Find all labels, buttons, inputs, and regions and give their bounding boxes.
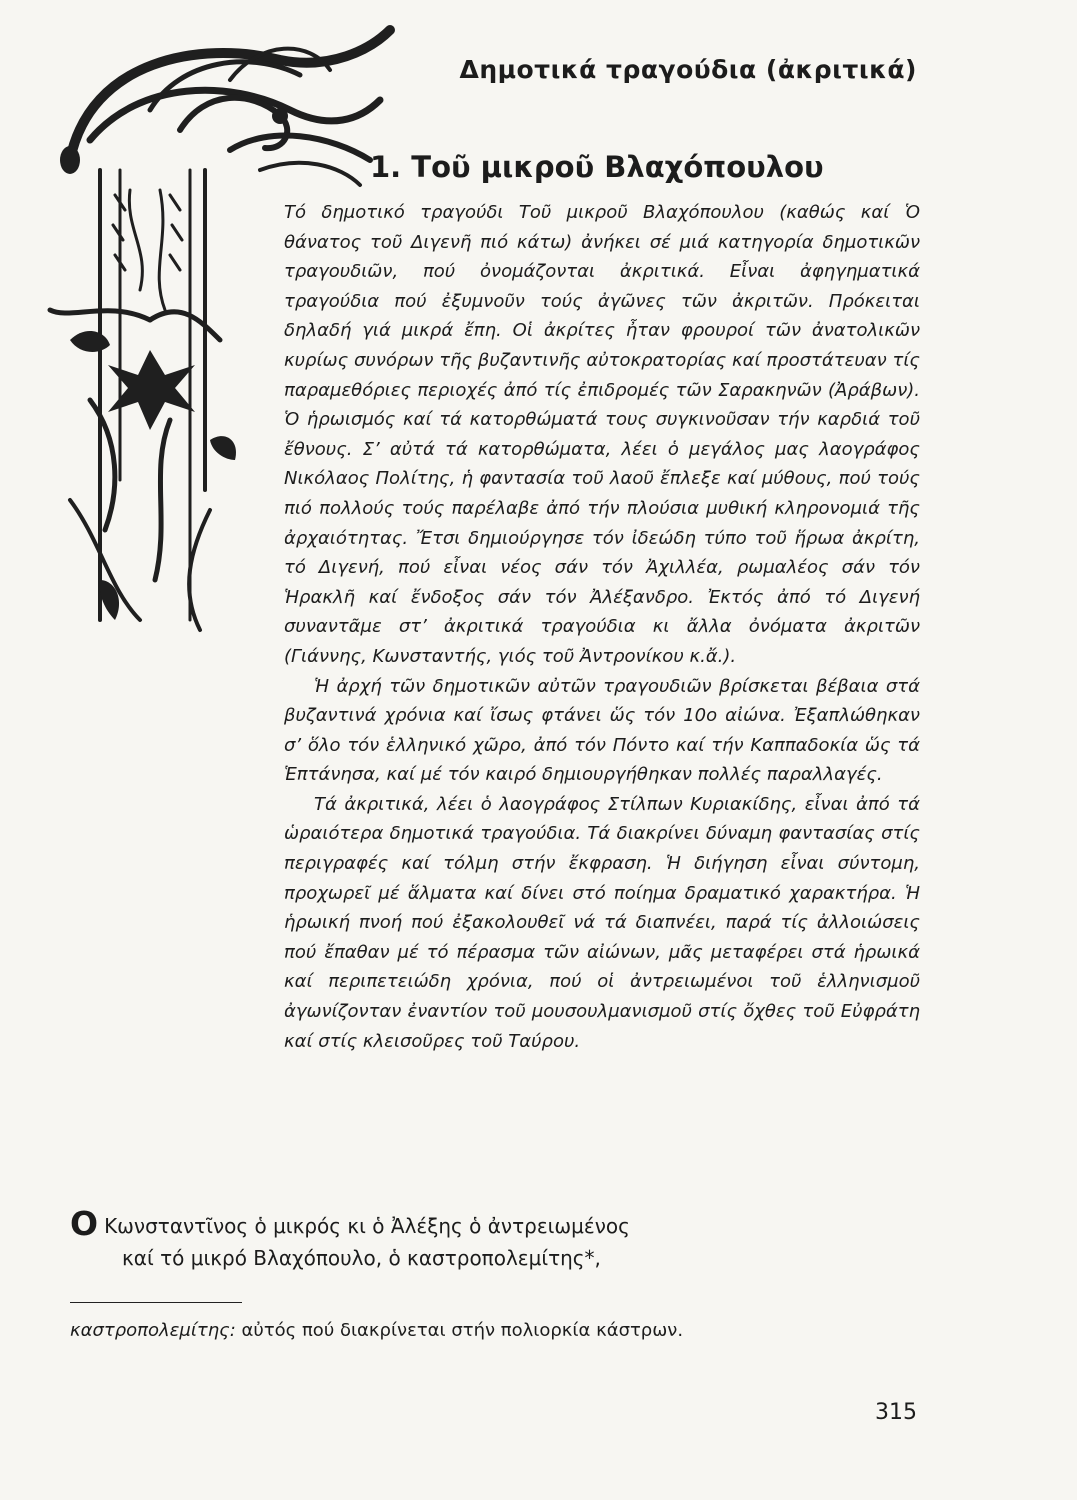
drop-cap: Ο <box>70 1204 99 1243</box>
intro-paragraph: Ἡ ἀρχή τῶν δημοτικῶν αὐτῶν τραγουδιῶν βρίσκεται βέβαια στά βυζαντινά χρόνια καί ἴσως φτάνει ὥς τόν 10ο αἰώνα. Ἐξαπλώθηκαν σ’ ὅλο τόν ἑλληνικό χῶρο, ἀπό τόν Πόντο καί τήν Καππαδοκία ὥς τά Ἑπτάνησα, καί μέ τόν καιρό δημιουργήθηκαν πολλές παραλλαγές. <box>284 675 920 786</box>
footnote-definition: αὐτός πού διακρίνεται στήν πολιορκία κάστρων. <box>241 1320 684 1341</box>
introduction-text <box>284 198 920 1056</box>
poem-verse <box>70 1204 630 1274</box>
verse-line-text: Κωνσταντῖνος ὁ μικρός κι ὁ Ἀλέξης ὁ ἀντρειωμένος <box>104 1214 630 1238</box>
section-heading: Δημοτικά τραγούδια (ἀκριτικά) <box>459 55 917 84</box>
poem-title: 1. Τοῦ μικροῦ Βλαχόπουλου <box>370 150 824 184</box>
footnote-term: καστροπολεμίτης: <box>70 1320 236 1341</box>
footnote <box>70 1320 683 1341</box>
footnote-divider <box>70 1302 242 1303</box>
intro-paragraph: Τό δημοτικό τραγούδι Τοῦ μικροῦ Βλαχόπουλου (καθώς καί Ὁ θάνατος τοῦ Διγενῆ πιό κάτω) ἀνήκει σέ μιά κατηγορία δημοτικῶν τραγουδιῶν, πού ὀνομάζονται ἀκριτικά. Εἶναι ἀφηγηματικά τραγούδια πού ἐξυμνοῦν τούς ἀγῶνες τῶν ἀκριτῶν. Πρόκειται δηλαδή γιά μικρά ἔπη. Οἱ ἀκρίτες ἦταν φρουροί τῶν ἀνατολικῶν κυρίως συνόρων τῆς βυζαντινῆς αὐτοκρατορίας καί προστάτευαν τίς παραμεθόριες περιοχές ἀπό τίς ἐπιδρομές τῶν Σαρακηνῶν (Ἀράβων). Ὁ ἡρωισμός καί τά κατορθώματά τους συγκινοῦσαν τήν καρδιά τοῦ ἔθνους. Σ’ αὐτά τά κατορθώματα, λέει ὁ μεγάλος μας λαογράφος Νικόλαος Πολίτης, ἡ φαντασία τοῦ λαοῦ ἔπλεξε καί μύθους, πού τούς πιό πολλούς τούς παρέλαβε ἀπό τήν πλούσια μυθική κληρονομιά τῆς ἀρχαιότητας. Ἔτσι δημιούργησε τόν ἰδεώδη τύπο τοῦ ἥρωα ἀκρίτη, τό Διγενή, πού εἶναι νέος σάν τόν Ἀχιλλέα, ρωμαλέος σάν τόν Ἡρακλῆ καί ἔνδοξος σάν τόν Ἀλέξανδρο. Ἐκτός ἀπό τό Διγενή συναντᾶμε στ’ ἀκριτικά τραγούδια κι ἄλλα ὀνόματα ἀκριτῶν (Γιάννης, Κωνσταντής, γιός τοῦ Ἀντρονίκου κ.ἄ.). <box>284 202 920 667</box>
verse-line: καί τό μικρό Βλαχόπουλο, ὁ καστροπολεμίτης*, <box>122 1246 601 1270</box>
verse-line <box>70 1204 630 1243</box>
intro-paragraph: Τά ἀκριτικά, λέει ὁ λαογράφος Στίλπων Κυριακίδης, εἶναι ἀπό τά ὡραιότερα δημοτικά τραγούδια. Τά διακρίνει δύναμη φαντασίας στίς περιγραφές καί τόλμη στήν ἔκφραση. Ἡ διήγηση εἶναι σύντομη, προχωρεῖ μέ ἅλματα καί δίνει στό ποίημα δραματικό χαρακτήρα. Ἡ ἡρωική πνοή πού ἐξακολουθεῖ νά τά διαπνέει, παρά τίς ἀλλοιώσεις πού ἔπαθαν μέ τό πέρασμα τῶν αἰώνων, μᾶς μεταφέρει στά ἡρωικά καί περιπετειώδη χρόνια, πού οἱ ἀντρειωμένοι τοῦ ἑλληνισμοῦ ἀγωνίζονταν ἐναντίον τοῦ μουσουλμανισμοῦ στίς ὄχθες τοῦ Εὐφράτη καί στίς κλεισοῦρες τοῦ Ταύρου. <box>284 793 920 1052</box>
page-number: 315 <box>875 1400 917 1425</box>
